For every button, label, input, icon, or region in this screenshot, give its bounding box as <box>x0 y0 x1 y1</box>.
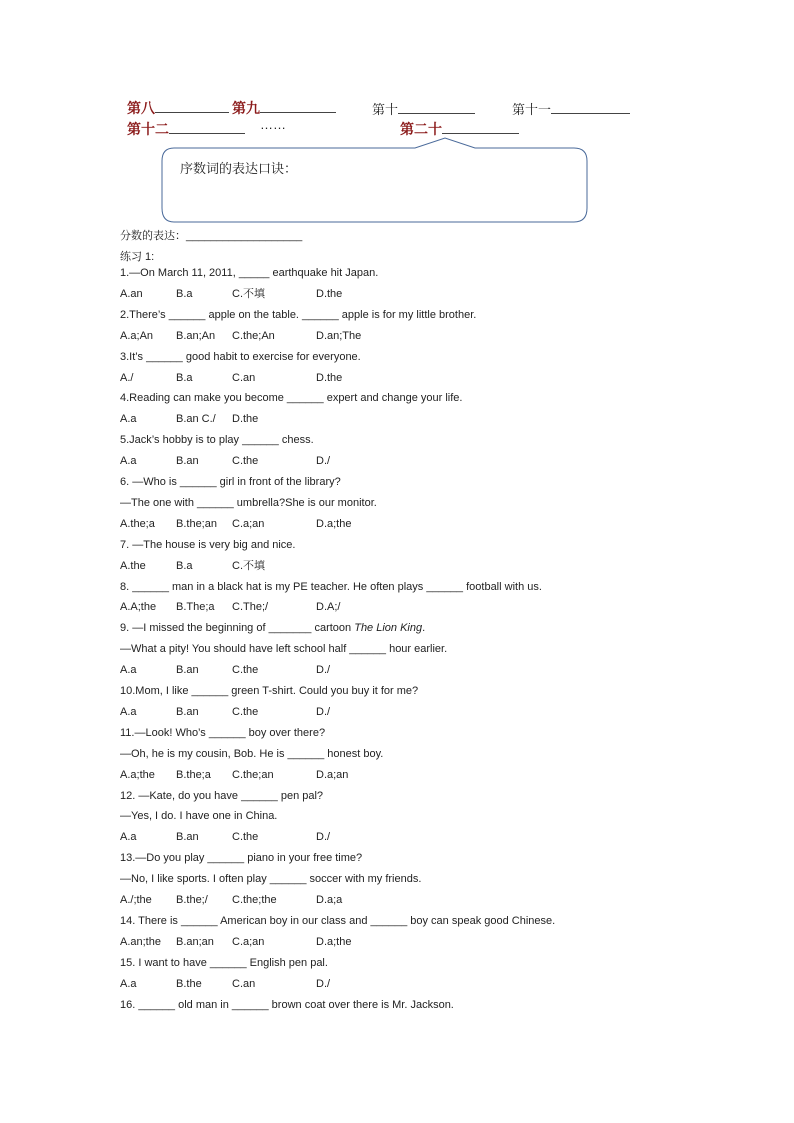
option-c[interactable]: C.an <box>232 371 256 384</box>
question-line: —The one with ______ umbrella?She is our monitor. <box>120 496 377 509</box>
option-b[interactable]: B.the;an <box>176 517 217 530</box>
option-c[interactable]: C.an <box>232 977 256 990</box>
answer-blank[interactable] <box>551 99 630 114</box>
option-d[interactable]: D.a;the <box>316 517 352 530</box>
option-b[interactable]: B.the;a <box>176 768 211 781</box>
option-d[interactable]: D./ <box>316 664 331 677</box>
option-a[interactable]: A.a <box>120 455 137 468</box>
option-a[interactable]: A.A;the <box>120 601 157 614</box>
option-b[interactable]: B.an <box>176 831 199 844</box>
option-d[interactable]: D.an;The <box>316 329 362 342</box>
option-c[interactable]: C.a;an <box>232 517 265 530</box>
option-b[interactable]: B.an;An <box>176 329 216 342</box>
option-d[interactable]: D.the <box>316 371 343 384</box>
answer-blank[interactable] <box>442 119 519 134</box>
ordinal-12: 第十二 <box>127 119 245 139</box>
option-d[interactable]: D./ <box>316 705 331 718</box>
option-b[interactable]: B.a <box>176 371 193 384</box>
answer-blank[interactable] <box>155 98 229 113</box>
ordinal-9: 第九 <box>232 98 336 118</box>
option-c[interactable]: C.the <box>232 705 259 718</box>
option-c[interactable]: C.a;an <box>232 935 265 948</box>
option-c[interactable]: C.The;/ <box>232 601 269 614</box>
option-d[interactable]: D./ <box>316 831 331 844</box>
option-d[interactable]: D.a;a <box>316 894 343 906</box>
option-c[interactable]: C.the <box>232 455 259 468</box>
option-a[interactable]: A.a <box>120 831 137 844</box>
ordinal-20: 第二十 <box>400 119 519 139</box>
option-c[interactable]: C.the <box>232 664 259 677</box>
question-line: 2.There’s ______ apple on the table. ______ apple is for my little brother. <box>120 308 477 321</box>
option-c[interactable]: C.不填 <box>232 559 265 572</box>
option-d[interactable]: D.A;/ <box>316 601 341 614</box>
option-c[interactable]: C.不填 <box>232 287 265 300</box>
option-a[interactable]: A.a;An <box>120 329 154 342</box>
question-line: 7. —The house is very big and nice. <box>120 538 296 551</box>
option-a[interactable]: A.a;the <box>120 768 155 781</box>
option-a[interactable]: A./;the <box>120 894 152 906</box>
option-a[interactable]: A.an;the <box>120 935 161 948</box>
question-line: 1.—On March 11, 2011, _____ earthquake hit Japan. <box>120 267 379 279</box>
ordinal-8: 第八 <box>127 98 229 118</box>
question-line: 8. ______ man in a black hat is my PE teacher. He often plays ______ football with us. <box>120 580 542 593</box>
option-b[interactable]: B.an <box>176 664 199 677</box>
question-line: —Yes, I do. I have one in China. <box>120 810 278 823</box>
option-c[interactable]: C.the <box>232 831 259 844</box>
option-a[interactable]: A.a <box>120 664 137 677</box>
exercise-title: 练习 1: <box>120 251 155 263</box>
option-a[interactable]: A.a <box>120 413 137 426</box>
question-line: —What a pity! You should have left school half ______ hour earlier. <box>120 643 448 656</box>
option-b[interactable]: B.an;an <box>176 935 214 948</box>
question-line: 13.—Do you play ______ piano in your free time? <box>120 852 363 865</box>
option-b[interactable]: B.an <box>176 705 199 718</box>
question-line: 6. —Who is ______ girl in front of the library? <box>120 476 341 488</box>
question-line: 10.Mom, I like ______ green T-shirt. Could you buy it for me? <box>120 685 419 697</box>
question-line: 5.Jack’s hobby is to play ______ chess. <box>120 434 314 447</box>
question-line: 3.It’s ______ good habit to exercise for everyone. <box>120 350 361 363</box>
answer-blank[interactable] <box>260 98 336 113</box>
option-c[interactable]: C.the;the <box>232 894 277 906</box>
answer-blank[interactable] <box>398 99 475 114</box>
question-line: 12. —Kate, do you have ______ pen pal? <box>120 789 324 802</box>
option-a[interactable]: A.the <box>120 559 146 572</box>
question-line: —Oh, he is my cousin, Bob. He is ______ honest boy. <box>120 747 384 760</box>
option-b[interactable]: B.a <box>176 287 193 300</box>
option-a[interactable]: A.a <box>120 977 137 990</box>
option-c[interactable]: C.the;An <box>232 329 275 342</box>
option-a[interactable]: A.an <box>120 287 143 300</box>
question-line: 16. ______ old man in ______ brown coat over there is Mr. Jackson. <box>120 998 454 1011</box>
answer-blank[interactable] <box>169 119 245 134</box>
option-a[interactable]: A./ <box>120 371 134 384</box>
option-b[interactable]: B.a <box>176 559 193 572</box>
option-d[interactable]: D./ <box>316 455 331 468</box>
option-b[interactable]: B.an C./ <box>176 413 216 426</box>
option-d[interactable]: D.a;an <box>316 768 349 781</box>
ordinal-10: 第十 <box>372 99 475 118</box>
option-d[interactable]: D.the <box>316 287 343 300</box>
option-b[interactable]: B.The;a <box>176 601 215 614</box>
option-c[interactable]: D.the <box>232 413 259 426</box>
question-line: 15. I want to have ______ English pen pal. <box>120 956 328 969</box>
option-a[interactable]: A.a <box>120 705 137 718</box>
option-c[interactable]: C.the;an <box>232 768 274 781</box>
ordinal-11: 第十一 <box>512 99 630 118</box>
question-line: —No, I like sports. I often play ______ soccer with my friends. <box>120 873 422 886</box>
option-b[interactable]: B.the;/ <box>176 894 208 906</box>
option-d[interactable]: D./ <box>316 977 331 990</box>
option-b[interactable]: B.an <box>176 455 199 468</box>
ellipsis: …… <box>260 117 286 132</box>
question-line: 14. There is ______ American boy in our class and ______ boy can speak good Chinese. <box>120 914 556 927</box>
callout-bubble <box>160 136 590 226</box>
question-line: 4.Reading can make you become ______ expert and change your life. <box>120 392 463 405</box>
question-line: 9. —I missed the beginning of _______ cartoon The Lion King. <box>120 622 426 635</box>
option-b[interactable]: B.the <box>176 977 202 990</box>
option-d[interactable]: D.a;the <box>316 935 352 948</box>
title-italic: The Lion King <box>354 622 423 635</box>
question-line: 11.—Look! Who’s ______ boy over there? <box>120 726 326 739</box>
fraction-label: 分数的表达：___________________ <box>120 230 303 242</box>
option-a[interactable]: A.the;a <box>120 517 155 530</box>
mnemonic-label: 序数词的表达口诀： <box>180 161 298 176</box>
